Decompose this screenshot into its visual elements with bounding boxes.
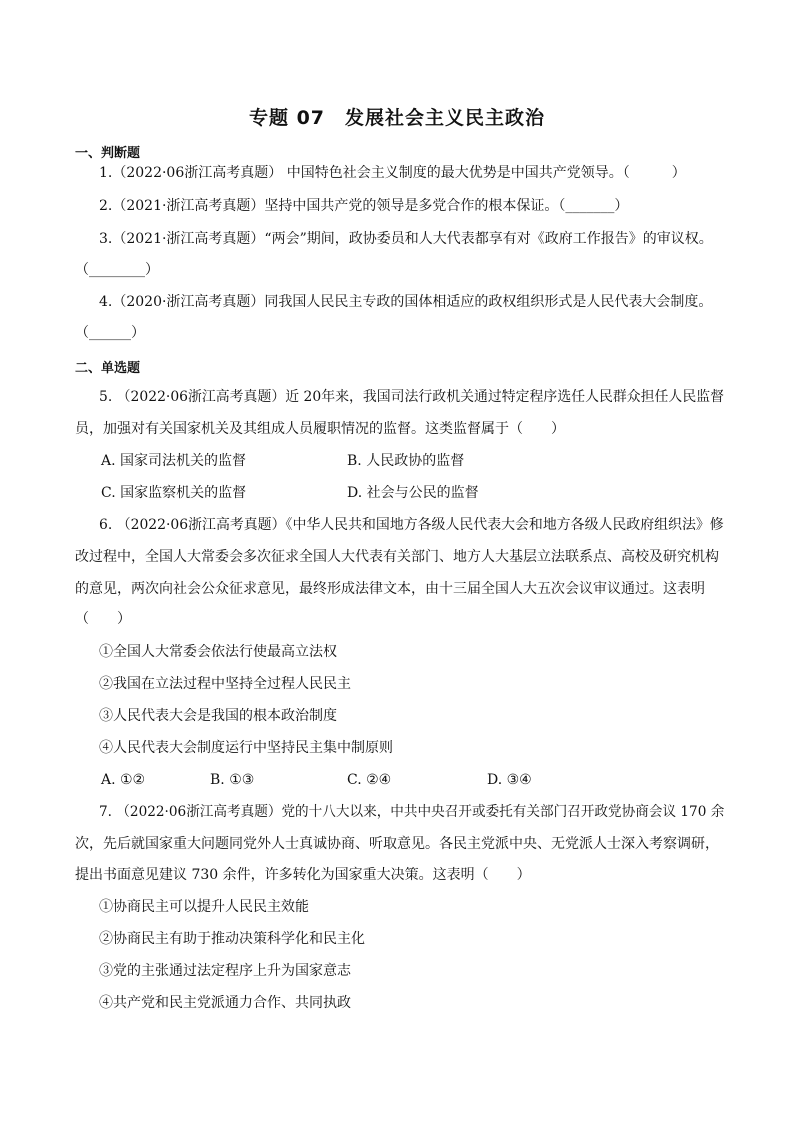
question-5-option-a: A. 国家司法机关的监督 bbox=[101, 453, 247, 469]
question-6-line-3: 的意见，两次向社会公众征求意见，最终形成法律文本，由十三届全国人大五次会议审议通过。这表明 bbox=[75, 581, 705, 597]
question-7-statement-2: ②协商民主有助于推动决策科学化和民主化 bbox=[99, 931, 365, 947]
question-6-statement-2: ②我国在立法过程中坚持全过程人民民主 bbox=[99, 676, 351, 692]
question-6-statement-1: ①全国人大常委会依法行使最高立法权 bbox=[99, 644, 337, 660]
question-6-option-a: A. ①② bbox=[101, 772, 146, 788]
question-4-line-1: 4.（2020·浙江高考真题）同我国人民民主专政的国体相适应的政权组织形式是人民代表大会制度。 bbox=[99, 294, 713, 310]
section-heading-single: 二、单选题 bbox=[75, 361, 141, 376]
question-5-option-c: C. 国家监察机关的监督 bbox=[101, 485, 247, 501]
question-5-option-d: D. 社会与公民的监督 bbox=[347, 485, 479, 501]
question-6-option-d: D. ③④ bbox=[487, 772, 532, 788]
section-heading-judge: 一、判断题 bbox=[75, 146, 141, 161]
question-6-option-b: B. ①③ bbox=[210, 772, 255, 788]
question-5-line-2: 员，加强对有关国家机关及其组成人员履职情况的监督。这类监督属于（ ） bbox=[75, 421, 565, 437]
question-7-line-3: 提出书面意见建议 730 余件，许多转化为国家重大决策。这表明（ ） bbox=[75, 867, 531, 883]
question-6-line-1: 6. （2022·06浙江高考真题）《中华人民共和国地方各级人民代表大会和地方各级人民政府组织法》修 bbox=[99, 517, 724, 533]
question-7-statement-4: ④共产党和民主党派通力合作、共同执政 bbox=[99, 995, 351, 1011]
question-7-line-1: 7. （2022·06浙江高考真题）党的十八大以来，中共中央召开或委托有关部门召开政党协商会议 170 余 bbox=[99, 804, 725, 820]
question-6-line-2: 改过程中，全国人大常委会多次征求全国人大代表有关部门、地方人大基层立法联系点、高校及研究机构 bbox=[75, 549, 719, 565]
question-2: 2.（2021·浙江高考真题）坚持中国共产党的领导是多党合作的根本保证。（_______） bbox=[99, 198, 629, 214]
question-3-line-1: 3.（2021·浙江高考真题）“两会”期间，政协委员和人大代表都享有对《政府工作报告》的审议权。 bbox=[99, 231, 713, 247]
question-6-statement-3: ③人民代表大会是我国的根本政治制度 bbox=[99, 708, 337, 724]
question-6-statement-4: ④人民代表大会制度运行中坚持民主集中制原则 bbox=[99, 740, 393, 756]
question-5-line-1: 5. （2022·06浙江高考真题）近 20年来，我国司法行政机关通过特定程序选任人民群众担任人民监督 bbox=[99, 389, 724, 405]
page-title: 专题 07 发展社会主义民主政治 bbox=[248, 107, 546, 129]
question-7-statement-3: ③党的主张通过法定程序上升为国家意志 bbox=[99, 963, 351, 979]
question-6-option-c: C. ②④ bbox=[347, 772, 392, 788]
question-6-line-4: （ ） bbox=[75, 611, 131, 627]
question-5-option-b: B. 人民政协的监督 bbox=[347, 453, 465, 469]
question-3-line-2: （________） bbox=[75, 262, 159, 278]
question-7-line-2: 次，先后就国家重大问题同党外人士真诚协商、听取意见。各民主党派中央、无党派人士深入考察调研， bbox=[75, 836, 719, 852]
question-1: 1.（2022·06浙江高考真题） 中国特色社会主义制度的最大优势是中国共产党领导。（ ） bbox=[99, 165, 686, 181]
question-4-line-2: （______） bbox=[75, 325, 145, 341]
question-7-statement-1: ①协商民主可以提升人民民主效能 bbox=[99, 899, 309, 915]
